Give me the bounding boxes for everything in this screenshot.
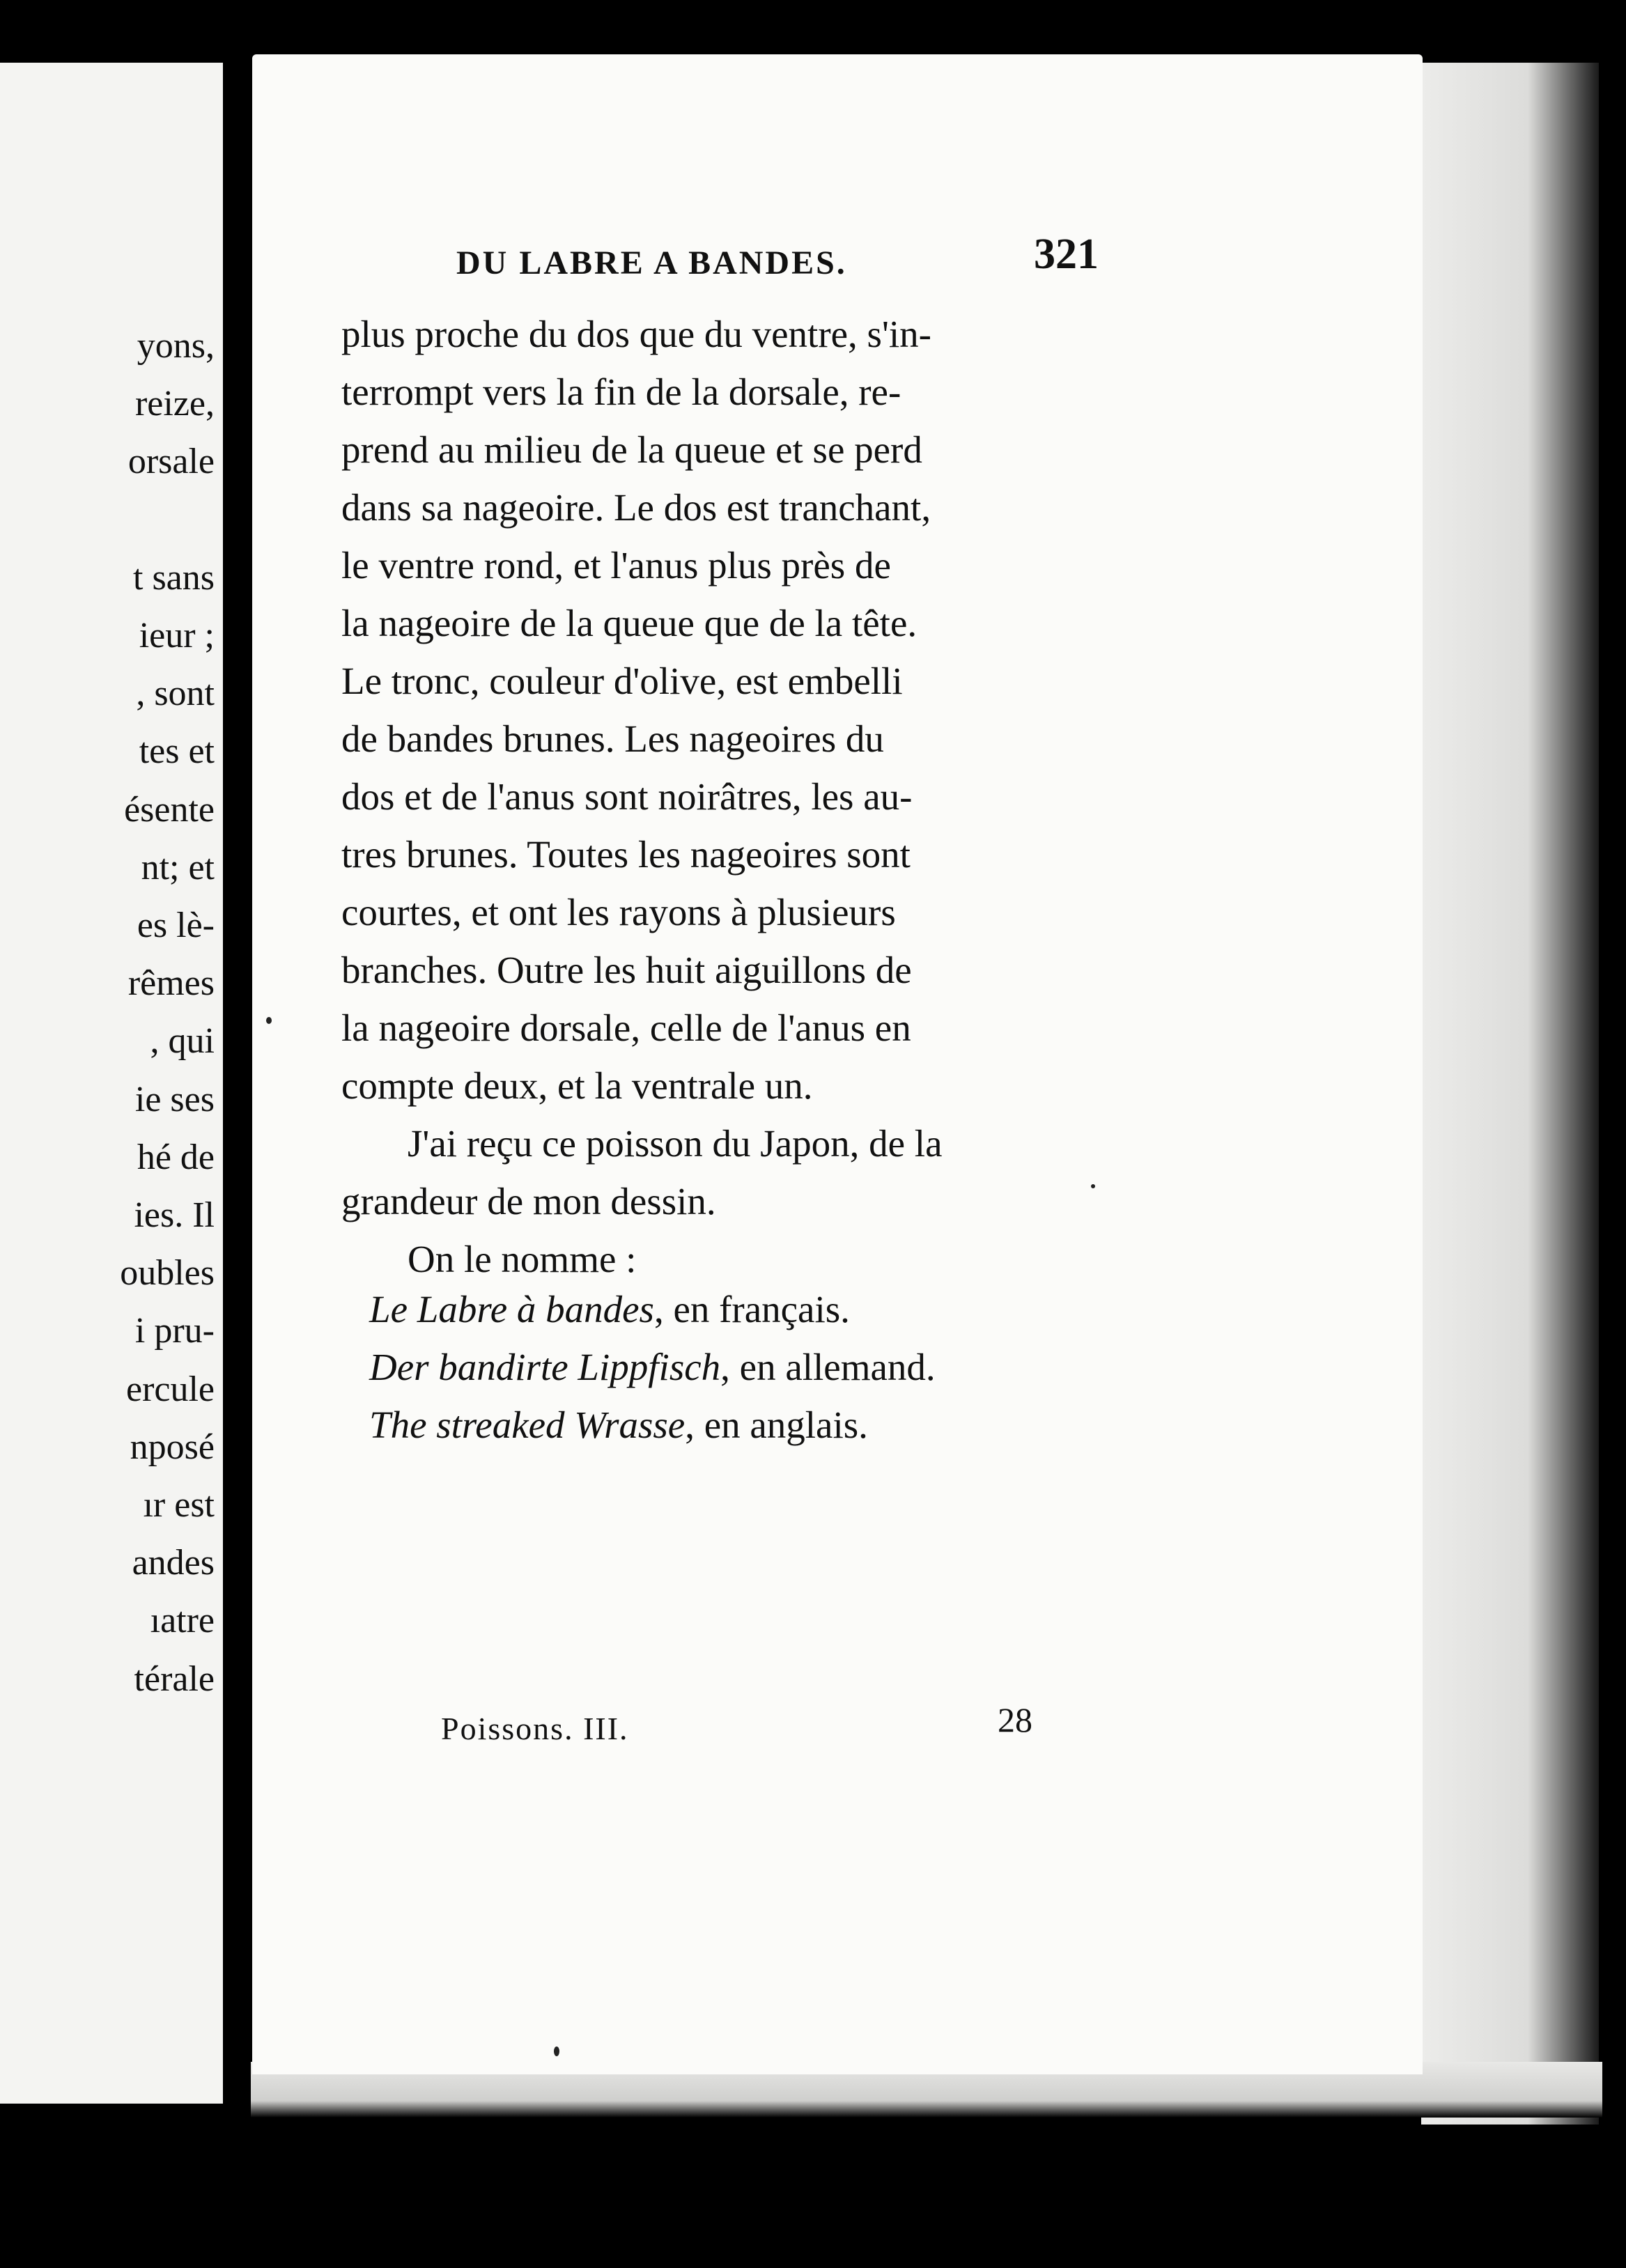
species-name: Le Labre à bandes [369, 1288, 654, 1330]
body-line: plus proche du dos que du ventre, s'in- [341, 313, 931, 355]
left-line: nposé [130, 1427, 215, 1467]
left-line: ieur ; [139, 616, 215, 656]
name-intro: On le nomme : [408, 1238, 637, 1280]
ink-speck [554, 2046, 559, 2056]
vernacular-name-english [369, 1396, 1177, 1454]
language-label: , en français. [653, 1288, 850, 1330]
left-line: yons, [137, 326, 215, 366]
left-line: tes et [139, 731, 215, 772]
body-line: tres brunes. Toutes les nageoires sont [341, 833, 911, 876]
language-label: , en allemand. [720, 1346, 936, 1388]
sheet-number: 28 [998, 1700, 1032, 1739]
left-line: , qui [150, 1021, 215, 1062]
paragraph-line: J'ai reçu ce poisson du Japon, de la [408, 1122, 943, 1165]
ink-speck [266, 1017, 272, 1024]
left-line: i pru- [134, 1311, 215, 1351]
species-name: The streaked Wrasse [369, 1404, 686, 1446]
running-head: DU LABRE A BANDES. [456, 244, 847, 281]
left-line: orsale [127, 442, 215, 482]
left-line: ie ses [134, 1079, 215, 1119]
ink-speck [1091, 1184, 1095, 1188]
left-line: reize, [134, 384, 215, 424]
body-line: branches. Outre les huit aiguillons de [341, 949, 912, 991]
left-line: ies. Il [134, 1195, 215, 1236]
body-line: terrompt vers la fin de la dorsale, re- [341, 371, 901, 413]
left-line: ır est [143, 1485, 215, 1525]
left-line: t sans [133, 557, 215, 598]
vernacular-names [369, 1280, 1177, 1454]
body-line: la nageoire de la queue que de la tête. [341, 602, 917, 644]
left-line: rêmes [127, 963, 215, 1004]
left-line: andes [132, 1543, 215, 1583]
language-label: , en anglais. [685, 1404, 868, 1446]
left-line: térale [134, 1659, 215, 1699]
left-line [120, 491, 215, 549]
vernacular-name-german [369, 1338, 1177, 1396]
left-line: hé de [137, 1137, 215, 1177]
body-line: courtes, et ont les rayons à plusieurs [341, 891, 896, 933]
body-line: compte deux, et la ventrale un. [341, 1064, 813, 1107]
body-line: dos et de l'anus sont noirâtres, les au- [341, 775, 913, 818]
page-number: 321 [1034, 231, 1099, 278]
left-line: ıatre [150, 1601, 215, 1641]
body-line: Le tronc, couleur d'olive, est embelli [341, 660, 903, 702]
body-text [341, 305, 1149, 1288]
vernacular-name-french [369, 1280, 1177, 1338]
left-line: oubles [120, 1253, 215, 1294]
left-line: ésente [124, 789, 215, 830]
paragraph-line: grandeur de mon dessin. [341, 1180, 716, 1222]
body-line: la nageoire dorsale, celle de l'anus en [341, 1007, 911, 1049]
left-page-text [120, 317, 215, 1708]
body-line: dans sa nageoire. Le dos est tranchant, [341, 486, 931, 529]
signature-mark: Poissons. III. [441, 1711, 629, 1746]
left-page-fragment [0, 63, 223, 2104]
left-line: , sont [136, 674, 215, 714]
left-line: es lè- [137, 906, 215, 946]
left-line: nt; et [141, 847, 215, 887]
species-name: Der bandirte Lippfisch [369, 1346, 721, 1388]
left-line: ercule [125, 1369, 215, 1409]
body-line: de bandes brunes. Les nageoires du [341, 717, 884, 760]
page-edge-shadow [1421, 63, 1599, 2125]
body-line: prend au milieu de la queue et se perd [341, 428, 922, 471]
body-line: le ventre rond, et l'anus plus près de [341, 544, 891, 587]
